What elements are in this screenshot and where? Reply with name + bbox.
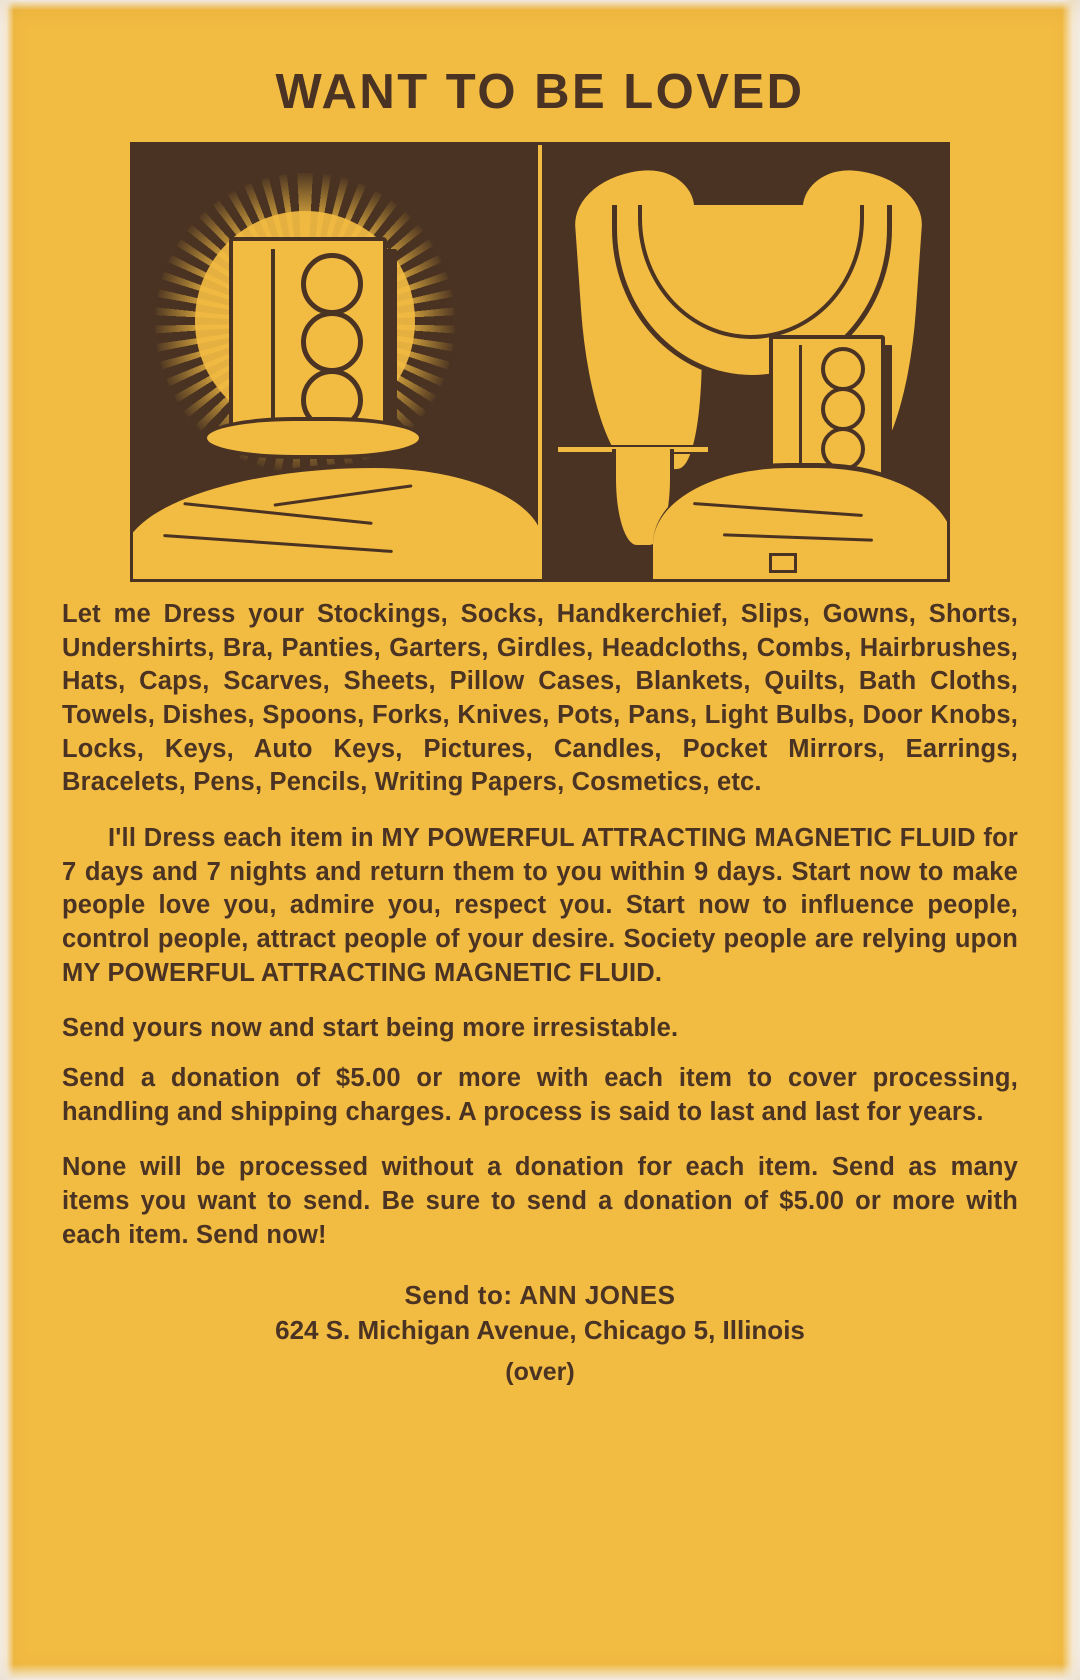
radio-icon [229, 237, 387, 435]
paragraph-none-processed: None will be processed without a donation for each item. Send as many items you want to send. Be sure to send a donation of $5.00 or more with each item. Send now! [62, 1153, 1018, 1249]
signoff [62, 1278, 1018, 1348]
over-note: (over) [505, 1357, 575, 1386]
cloth-fold [723, 533, 873, 541]
draped-table [653, 463, 947, 579]
radio-knob-icon [821, 387, 865, 431]
paragraph-donation: Send a donation of $5.00 or more with each item to cover processing, handling and shipping charges. A process is said to last and last for years. [62, 1063, 1018, 1126]
table-foot [769, 553, 797, 573]
draped-table [133, 463, 538, 579]
illustration-left-panel [133, 145, 538, 579]
paragraph-send-yours: Send yours now and start being more irresistable. [62, 1014, 679, 1043]
send-to-name: Send to: ANN JONES [404, 1280, 676, 1311]
cloth-fold [273, 484, 412, 506]
radio-knob-icon [821, 347, 865, 391]
illustration [130, 142, 950, 582]
illustration-right-panel [538, 145, 947, 579]
body-copy [62, 598, 1018, 1252]
page-title: WANT TO BE LOVED [275, 65, 805, 119]
paragraph-item-list: Let me Dress your Stockings, Socks, Handkerchief, Slips, Gowns, Shorts, Undershirts, Bra, Panties, Garters, Girdles, Headcloths, Combs, Hairbrushes, Hats, Caps, Scarves, Sheets, Pillow Cases, Blankets, Quilts, Bath Cloths, Towels, Dishes, Spoons, Forks, Knives, Pots, Pans, Light Bulbs, Door Knobs, Locks, Keys, Auto Keys, Pictures, Candles, Pocket Mirrors, Earrings, Bracelets, Pens, Pencils, Writing Papers, Cosmetics, etc. [62, 600, 1018, 797]
radio-knob-icon [301, 253, 363, 315]
radio-knob-icon [301, 311, 363, 373]
send-to-address: 624 S. Michigan Avenue, Chicago 5, Illinois [275, 1314, 805, 1345]
radio-icon [769, 335, 885, 483]
cloth-fold [163, 534, 393, 553]
cloth-fold [693, 502, 863, 517]
radio-base [203, 417, 423, 459]
paragraph-offer: I'll Dress each item in MY POWERFUL ATTRACTING MAGNETIC FLUID for 7 days and 7 nights and return them to you within 9 days. Start now to make people love you, admire you, respect you. Start now to influence people, control people, attract people of your desire. Society people are relying upon MY POWERFUL ATTRACTING MAGNETIC FLUID. [62, 823, 1018, 987]
paper-edge-bottom [0, 1664, 1080, 1680]
